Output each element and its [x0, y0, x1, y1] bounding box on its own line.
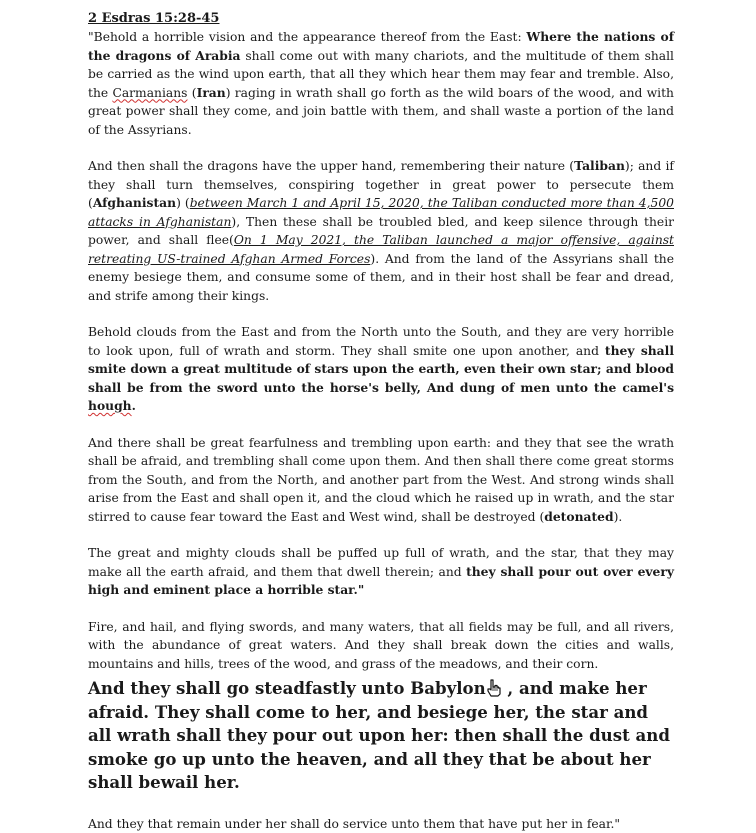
- paragraph-3: [88, 323, 674, 416]
- text-run: ) (: [176, 196, 190, 210]
- text-run: "Behold a horrible vision and the appearance thereof from the East:: [88, 30, 526, 44]
- bold-run: Taliban: [574, 158, 625, 173]
- text-run: ) raging in wrath shall go forth as the wild boars of the wood, and with great power shall they come, and join battle with them, and shall waste a portion of the land of the Assyrians.: [88, 86, 674, 137]
- text-run: ). And from the land of the Assyrians shall the enemy besiege them, and consume some of them, and in their host shall be fear and dread, and strife among their kings.: [88, 252, 674, 303]
- text-run: , and make her afraid. They shall come to her, and besiege her, the star and all wrath shall they pour out upon her: then shall the dust and smoke go up unto the heaven, and all they that be about her shall bewail her.: [88, 678, 670, 792]
- text-run: And there shall be great fearfulness and trembling upon earth: and they that see the wrath shall be afraid, and trembling shall come upon them. And then shall there come great storms from the South, and from the North, and another part from the West. And strong winds shall arise from the East and shall open it, and the cloud which he raised up in wrath, and the star stirred to cause fear toward the East and West wind, shall be destroyed (: [88, 436, 674, 524]
- text-run: ), Then these shall be troubled bled, and keep silence through their power, and shall flee(: [88, 215, 674, 248]
- text-run: ); and if they shall turn themselves, conspiring together in great power to persecute them (: [88, 159, 674, 210]
- document-page: [88, 10, 674, 833]
- spellcheck-word: hough: [88, 398, 132, 413]
- text-run: And they that remain under her shall do service unto them that have put her in fear.": [88, 817, 620, 831]
- bold-run: Where the nations of the dragons of Arabia: [88, 29, 674, 63]
- paragraph-5: [88, 544, 674, 600]
- page-heading: 2 Esdras 15:28-45: [88, 10, 674, 28]
- paragraph-2: [88, 157, 674, 305]
- paragraph-6: [88, 618, 674, 674]
- text-run: Fire, and hail, and flying swords, and many waters, that all fields may be full, and all rivers, with the abundance of great waters. And they shall break down the cities and walls, mountains and hills, trees of the wood, and grass of the meadows, and their corn.: [88, 620, 674, 671]
- bold-run: they shall smite down a great multitude of stars upon the earth, even their own star; and blood shall be from the sword unto the horse's belly, And dung of men unto the camel's: [88, 343, 674, 395]
- text-run: ).: [614, 510, 623, 524]
- bold-run: .: [132, 398, 136, 413]
- bold-run: detonated: [544, 509, 613, 524]
- text-run: And then shall the dragons have the upper hand, remembering their nature (: [88, 159, 574, 173]
- text-run: And they shall go steadfastly unto Babylon: [88, 678, 486, 698]
- bold-run: Iran: [197, 85, 226, 100]
- paragraph-8: [88, 815, 674, 833]
- spellcheck-word: Carmanians: [112, 86, 187, 100]
- paragraph-4: [88, 434, 674, 527]
- text-run: (: [187, 86, 196, 100]
- hand-pointer-cursor-icon: [486, 679, 502, 697]
- annotation-note: between March 1 and April 15, 2020, the Taliban conducted more than 4,500 attacks in Afghanistan: [88, 196, 674, 229]
- text-run: The great and mighty clouds shall be puffed up full of wrath, and the star, that they may make all the earth afraid, and them that dwell therein; and: [88, 546, 674, 579]
- bold-run: they shall pour out over every high and eminent place a horrible star.": [88, 564, 674, 598]
- paragraph-7-emphasis: [88, 677, 674, 795]
- paragraph-1: [88, 28, 674, 139]
- text-run: Behold clouds from the East and from the North unto the South, and they are very horrible to look upon, full of wrath and storm. They shall smite one upon another, and: [88, 325, 674, 358]
- bold-run: Afghanistan: [93, 195, 176, 210]
- annotation-note: On 1 May 2021, the Taliban launched a major offensive, against retreating US-trained Afghan Armed Forces: [88, 233, 674, 266]
- text-run: shall come out with many chariots, and the multitude of them shall be carried as the wind upon earth, that all they which hear them may fear and tremble. Also, the: [88, 49, 674, 100]
